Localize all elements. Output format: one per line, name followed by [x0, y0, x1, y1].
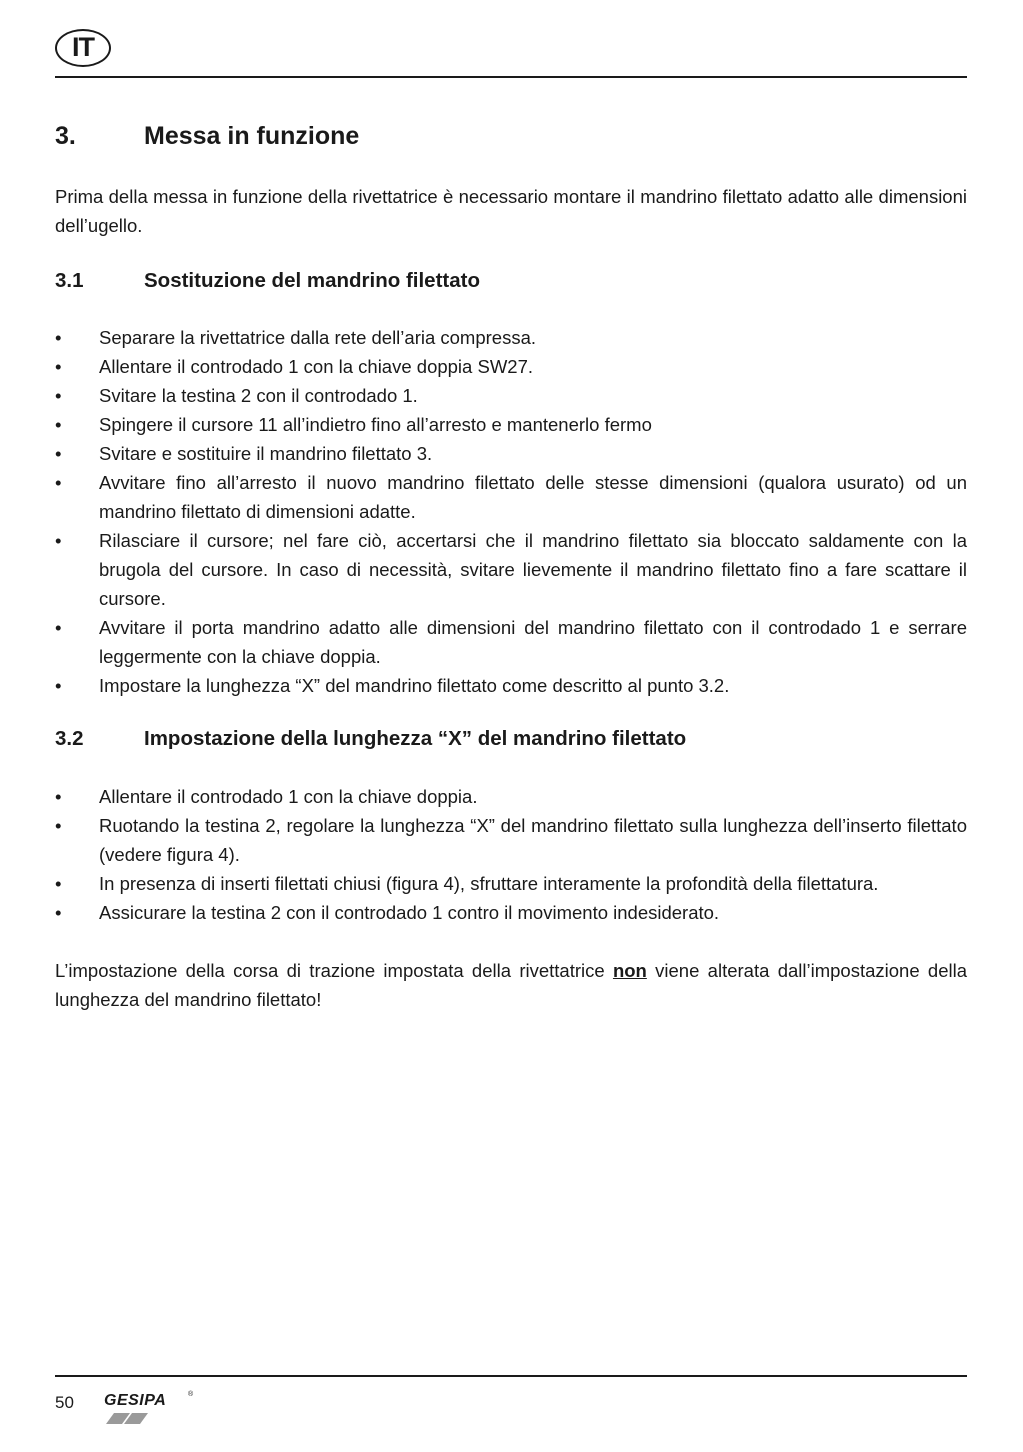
language-code: IT [72, 32, 94, 62]
gesipa-logo [100, 1391, 200, 1425]
list-item [55, 410, 967, 439]
logo-wordmark: GESIPA [104, 1392, 167, 1409]
list-item [55, 381, 967, 410]
bullet-icon: • [55, 873, 62, 894]
subsection-title: Sostituzione del mandrino filettato [144, 269, 480, 292]
bullet-icon: • [55, 530, 62, 551]
list-item [55, 811, 967, 869]
list-item [55, 323, 967, 352]
list-item [55, 782, 967, 811]
section-number: 3. [55, 122, 76, 150]
bullet-icon: • [55, 815, 62, 836]
list-item-text: Allentare il controdado 1 con la chiave doppia. [99, 786, 478, 807]
list-item [55, 468, 967, 526]
list-item [55, 352, 967, 381]
bullet-list [55, 782, 967, 927]
subsection-number: 3.2 [55, 727, 84, 750]
list-item [55, 526, 967, 613]
bullet-icon: • [55, 385, 62, 406]
subsection-number: 3.1 [55, 269, 84, 292]
list-item-text: Spingere il cursore 11 all’indietro fino all’arresto e mantenerlo fermo [99, 414, 652, 435]
bullet-icon: • [55, 356, 62, 377]
list-item-text: Rilasciare il cursore; nel fare ciò, accertarsi che il mandrino filettato sia bloccato saldamente con la brugola del cursore. In caso di necessità, svitare lievemente il mandrino filettato fino a fare scattare il cursore. [99, 530, 967, 609]
list-item-text: In presenza di inserti filettati chiusi (figura 4), sfruttare interamente la profondità della filettatura. [99, 873, 879, 894]
list-item-text: Svitare e sostituire il mandrino filettato 3. [99, 443, 433, 464]
list-item-text: Separare la rivettatrice dalla rete dell’aria compressa. [99, 327, 537, 348]
bullet-icon: • [55, 472, 62, 493]
section-title: Messa in funzione [144, 122, 360, 150]
subsection-heading [55, 724, 967, 754]
page-number: 50 [55, 1393, 74, 1412]
footer-rule [55, 1375, 967, 1377]
bullet-icon: • [55, 902, 62, 923]
bullet-icon: • [55, 414, 62, 435]
list-item-text: Allentare il controdado 1 con la chiave doppia SW27. [99, 356, 533, 377]
list-item-text: Avvitare fino all’arresto il nuovo mandrino filettato delle stesse dimensioni (qualora usurato) od un mandrino filettato di dimensioni adatte. [99, 472, 967, 522]
bullet-list [55, 323, 967, 700]
bullet-icon: • [55, 617, 62, 638]
list-item [55, 898, 967, 927]
section-heading [55, 118, 967, 154]
list-item [55, 671, 967, 700]
bullet-icon: • [55, 786, 62, 807]
list-item-text: Impostare la lunghezza “X” del mandrino filettato come descritto al punto 3.2. [99, 675, 730, 696]
note-paragraph [55, 956, 967, 1014]
header-rule [55, 76, 967, 78]
page-content [55, 118, 967, 1014]
bullet-icon: • [55, 443, 62, 464]
list-item [55, 439, 967, 468]
subsection-title: Impostazione della lunghezza “X” del mandrino filettato [144, 727, 687, 750]
subsection-heading [55, 266, 967, 296]
list-item [55, 869, 967, 898]
language-badge [55, 29, 111, 67]
registered-mark: ® [188, 1391, 194, 1398]
bullet-icon: • [55, 675, 62, 696]
note-text: viene alterata dall’impostazione della lunghezza del mandrino filettato! [55, 960, 967, 1010]
list-item-text: Avvitare il porta mandrino adatto alle dimensioni del mandrino filettato con il controdado 1 e serrare leggermente con la chiave doppia. [99, 617, 967, 667]
list-item-text: Assicurare la testina 2 con il controdado 1 contro il movimento indesiderato. [99, 902, 720, 923]
intro-paragraph: Prima della messa in funzione della rivettatrice è necessario montare il mandrino filettato adatto alle dimensioni dell’ugello. [55, 186, 967, 236]
list-item-text: Ruotando la testina 2, regolare la lunghezza “X” del mandrino filettato sulla lunghezza dell’inserto filettato (vedere figura 4). [99, 815, 967, 865]
list-item-text: Svitare la testina 2 con il controdado 1. [99, 385, 418, 406]
list-item [55, 613, 967, 671]
note-text: L’impostazione della corsa di trazione impostata della rivettatrice [55, 960, 613, 981]
note-emphasis: non [612, 960, 647, 981]
bullet-icon: • [55, 327, 62, 348]
